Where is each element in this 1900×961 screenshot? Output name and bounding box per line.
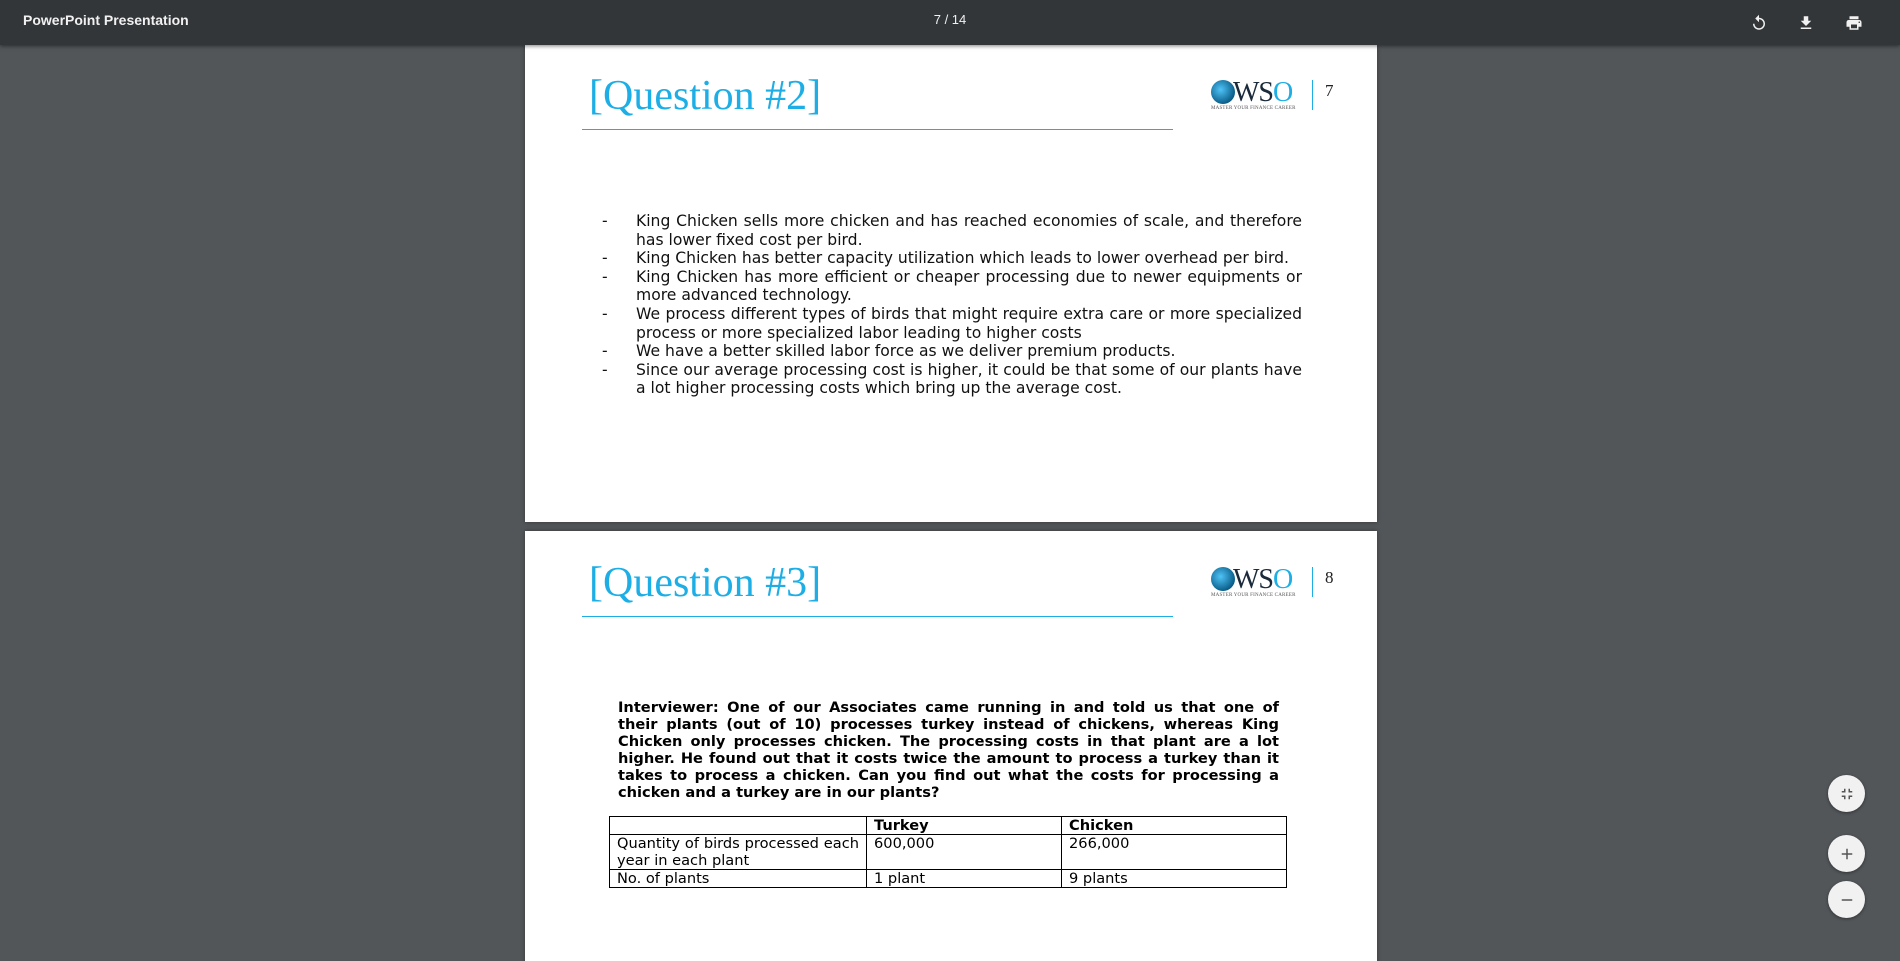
page-indicator: 7 / 14 [933, 12, 967, 27]
table-cell: 266,000 [1062, 835, 1287, 870]
slide-title: [Question #3] [589, 560, 822, 606]
table-cell: 1 plant [867, 870, 1062, 888]
fit-page-button[interactable] [1828, 775, 1865, 812]
header-divider [1312, 80, 1313, 110]
list-item: - We process different types of birds that might require extra care or more specialized process or more specialized labor leading to higher costs [602, 304, 1302, 342]
table-header-cell: Chicken [1062, 817, 1287, 835]
globe-icon [1211, 567, 1235, 591]
rotate-icon [1750, 14, 1768, 32]
bullet-list [602, 212, 1302, 398]
download-icon [1797, 14, 1815, 32]
table-row [610, 870, 1287, 888]
globe-icon [1211, 80, 1235, 104]
logo-wordmark: WSO [1233, 564, 1293, 595]
pdf-toolbar [0, 0, 1900, 45]
table-row [610, 835, 1287, 870]
document-title: PowerPoint Presentation [23, 12, 189, 28]
print-icon [1845, 14, 1863, 32]
table-cell: Quantity of birds processed each year in each plant [610, 835, 867, 870]
list-item: - King Chicken has more efficient or cheaper processing due to newer equipments or more advanced technology. [602, 267, 1302, 305]
zoom-in-icon [1838, 845, 1856, 863]
table-header-cell [610, 817, 867, 835]
data-table [609, 816, 1287, 888]
table-cell: 9 plants [1062, 870, 1287, 888]
logo-tagline: MASTER YOUR FINANCE CAREER [1211, 593, 1296, 598]
wso-logo [1211, 564, 1321, 602]
interviewer-prompt: Interviewer: One of our Associates came running in and told us that one of their plants (out of 10) processes turkey instead of chickens, whereas King Chicken only processes chicken. The processing costs in that plant are a lot higher. He found out that it costs twice the amount to process a turkey than it takes to process a chicken. Can you find out what the costs for processing a chicken and a turkey are in our plants? [618, 699, 1279, 801]
fit-page-icon [1838, 785, 1856, 803]
list-item: - King Chicken sells more chicken and has reached economies of scale, and therefore has lower fixed cost per bird. [602, 212, 1302, 249]
slide-title: [Question #2] [589, 73, 822, 119]
logo-wordmark: WSO [1233, 77, 1293, 108]
download-button[interactable] [1791, 8, 1821, 38]
rotate-button[interactable] [1744, 8, 1774, 38]
pdf-page-7 [525, 44, 1377, 522]
list-item: - We have a better skilled labor force as we deliver premium products. [602, 342, 1176, 361]
table-cell: 600,000 [867, 835, 1062, 870]
table-header-row [610, 817, 1287, 835]
print-button[interactable] [1839, 8, 1869, 38]
title-underline [582, 616, 1173, 617]
header-divider [1312, 567, 1313, 597]
pdf-page-8 [525, 531, 1377, 961]
table-header-cell: Turkey [867, 817, 1062, 835]
table-cell: No. of plants [610, 870, 867, 888]
slide-page-number: 7 [1325, 81, 1334, 100]
list-item: - King Chicken has better capacity utilization which leads to lower overhead per bird. [602, 249, 1289, 268]
zoom-out-button[interactable] [1828, 881, 1865, 918]
logo-tagline: MASTER YOUR FINANCE CAREER [1211, 106, 1296, 111]
zoom-in-button[interactable] [1828, 835, 1865, 872]
title-underline [582, 129, 1173, 130]
slide-page-number: 8 [1325, 568, 1334, 587]
wso-logo [1211, 77, 1321, 115]
list-item: - Since our average processing cost is higher, it could be that some of our plants have a lot higher processing costs which bring up the average cost. [602, 360, 1302, 398]
zoom-out-icon [1838, 891, 1856, 909]
